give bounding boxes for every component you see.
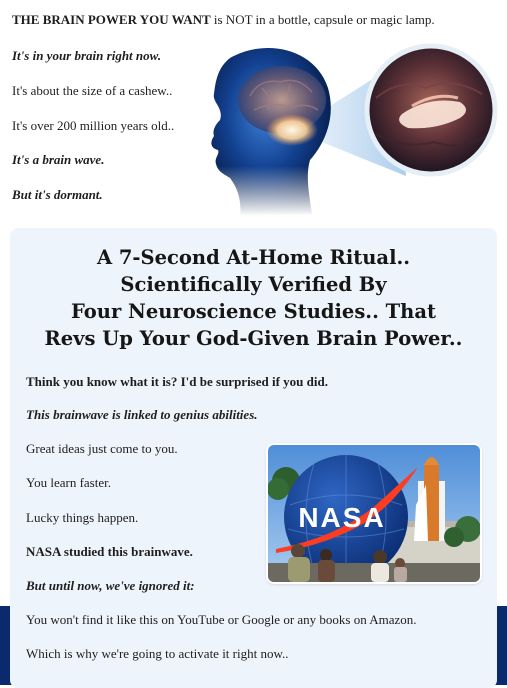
- body-p6: NASA studied this brainwave.: [26, 544, 193, 559]
- body-p9: Which is why we're going to activate it right now..: [26, 646, 289, 661]
- headline-line-3: Four Neuroscience Studies.. That: [70, 300, 436, 323]
- intro-line-3: It's about the size of a cashew..: [12, 83, 173, 98]
- intro-line-1-bold: THE BRAIN POWER YOU WANT: [12, 12, 211, 27]
- intro-line-4: It's over 200 million years old..: [12, 118, 175, 133]
- headline-line-4: Revs Up Your God-Given Brain Power..: [44, 327, 463, 350]
- body-p3: Great ideas just come to you.: [26, 441, 178, 456]
- body-p7: But until now, we've ignored it:: [26, 578, 195, 593]
- brain-illustration: [190, 38, 500, 216]
- headline: [0, 244, 507, 352]
- intro-line-6: But it's dormant.: [12, 187, 103, 202]
- body-p1: Think you know what it is? I'd be surprised if you did.: [26, 374, 328, 389]
- nasa-photo: [268, 445, 480, 582]
- body-p2: This brainwave is linked to genius abilities.: [26, 407, 258, 422]
- body-p8: You won't find it like this on YouTube or Google or any books on Amazon.: [26, 612, 417, 627]
- headline-line-2: Scientifically Verified By: [120, 273, 387, 296]
- intro-line-1: [12, 12, 435, 28]
- body-p4: You learn faster.: [26, 475, 111, 490]
- headline-line-1: A 7-Second At-Home Ritual..: [96, 246, 411, 269]
- intro-line-2: It's in your brain right now.: [12, 48, 162, 63]
- intro-line-1-rest: is NOT in a bottle, capsule or magic lamp.: [210, 12, 435, 27]
- nasa-logo-text: NASA: [298, 502, 386, 533]
- intro-line-5: It's a brain wave.: [12, 152, 105, 167]
- body-p5: Lucky things happen.: [26, 510, 139, 525]
